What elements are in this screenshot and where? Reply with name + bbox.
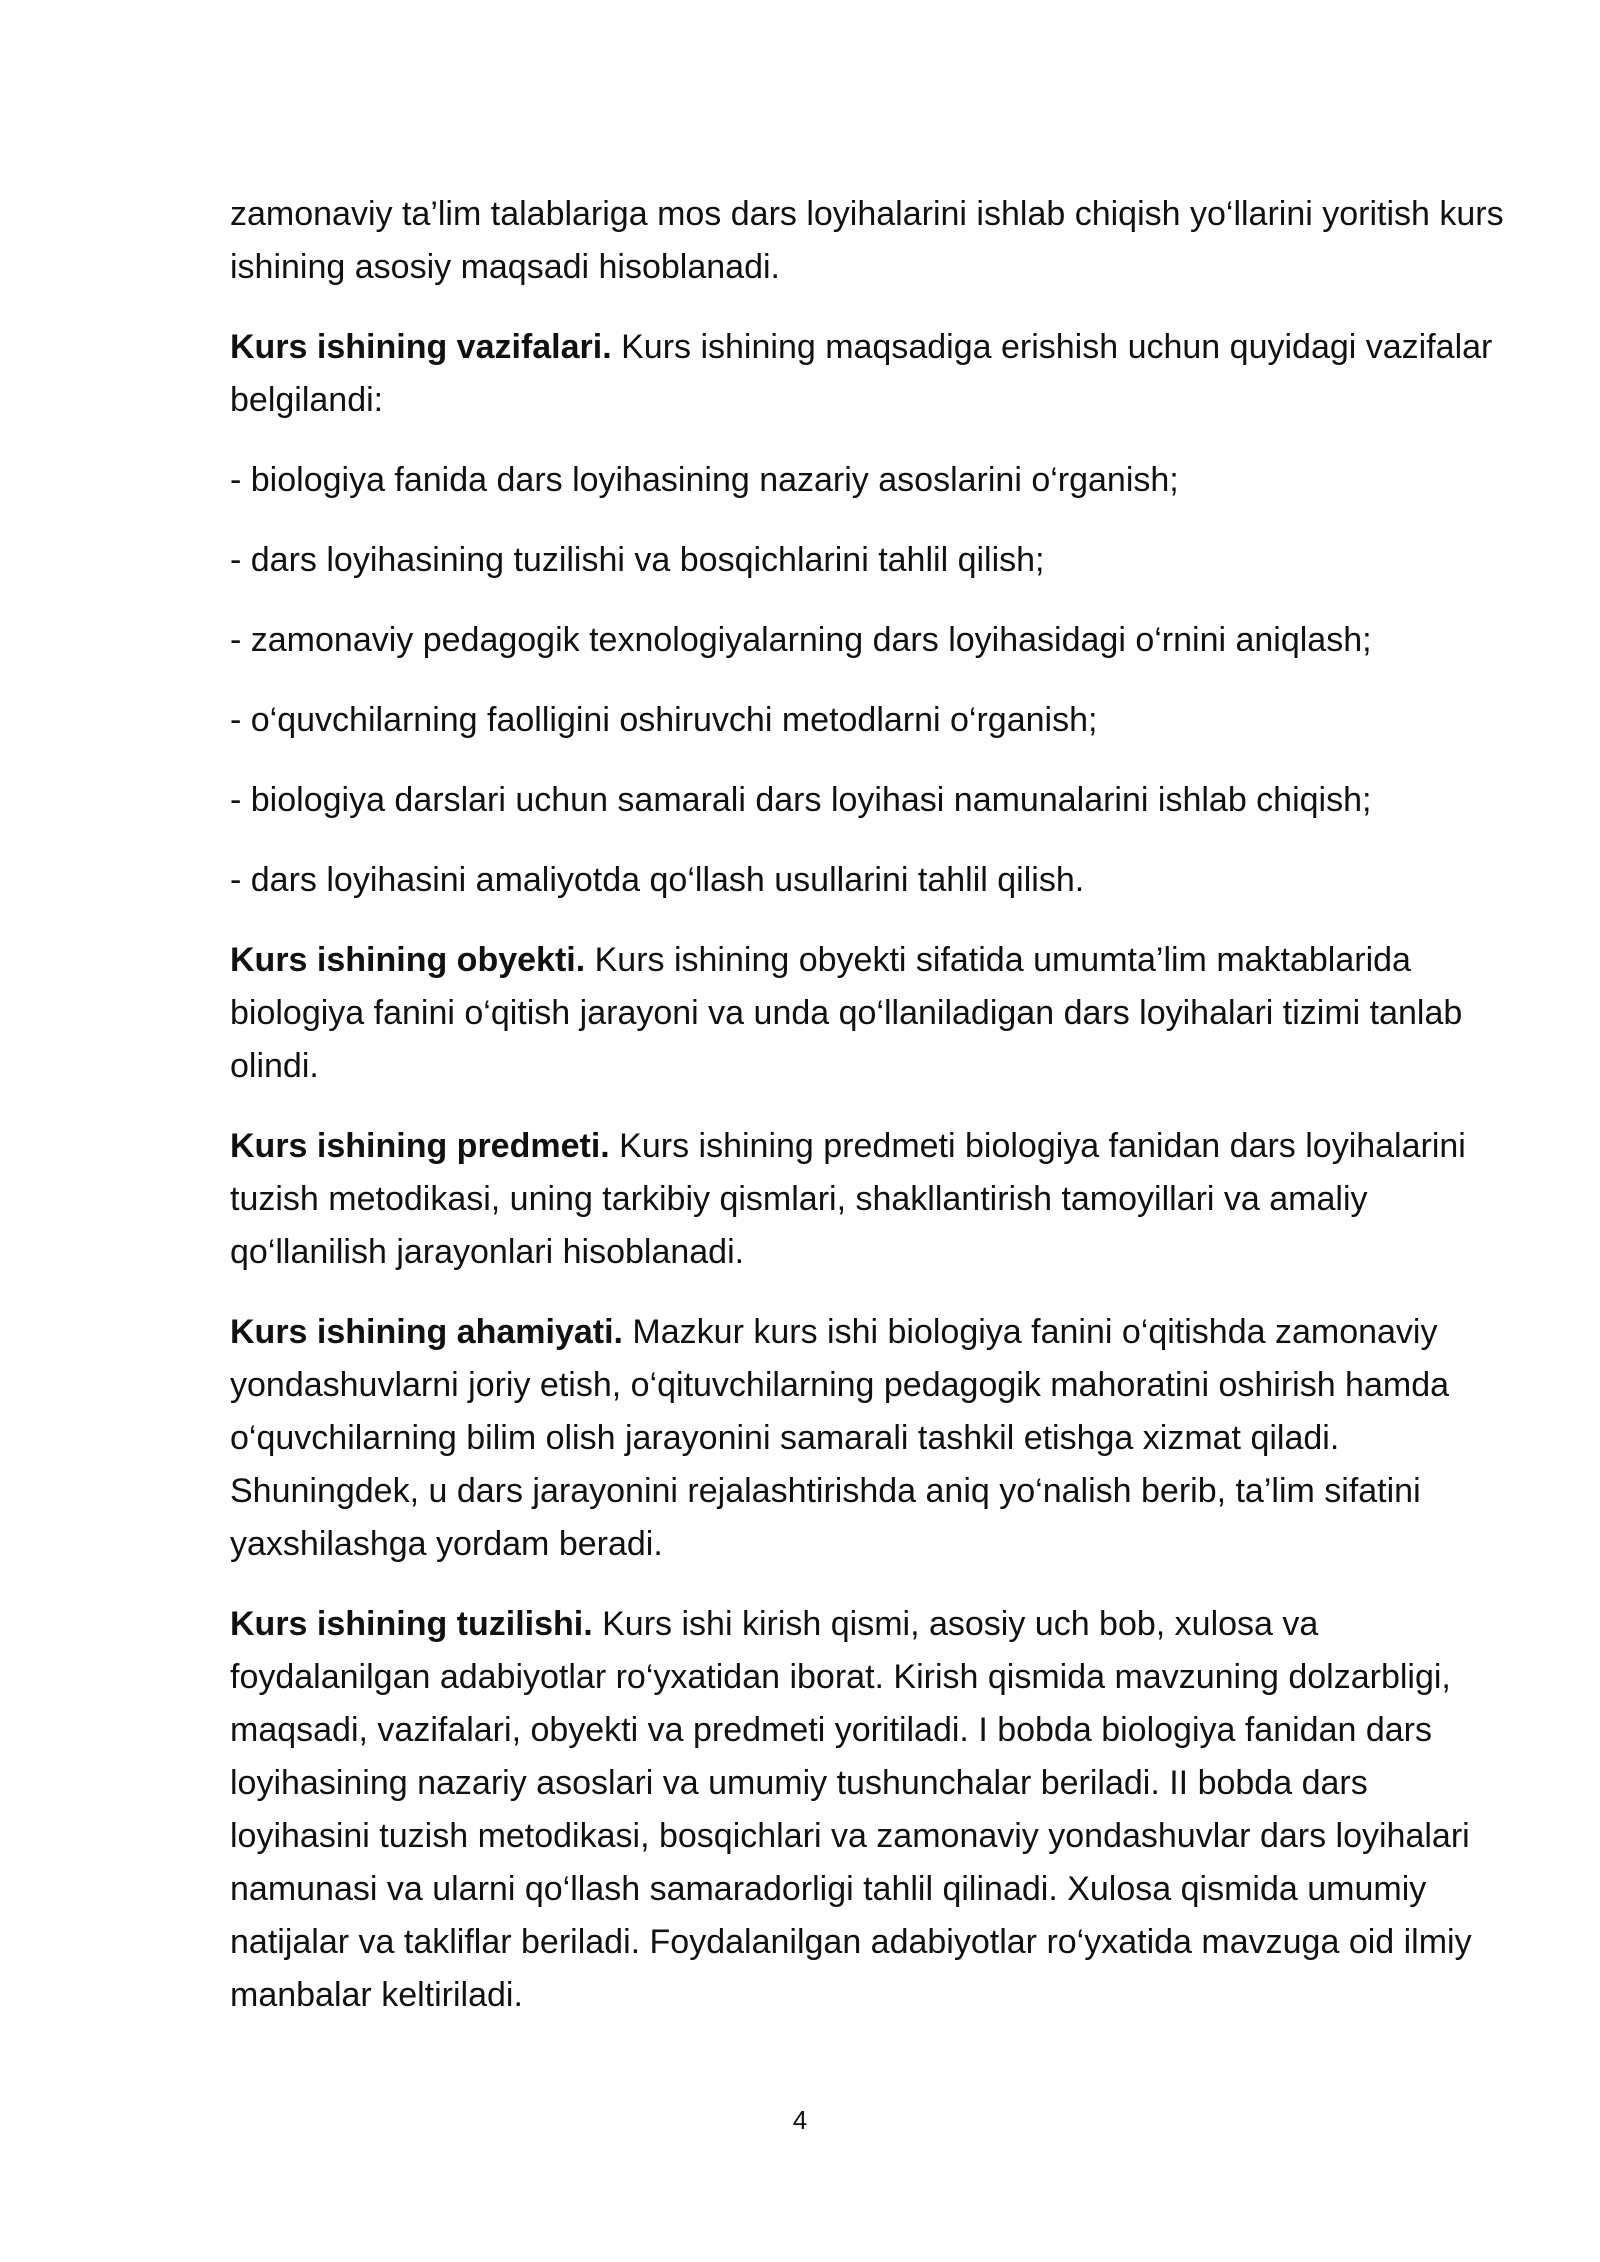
tasks-heading: Kurs ishining vazifalari. — [230, 328, 612, 366]
task-item: - dars loyihasining tuzilishi va bosqichlarini tahlil qilish; — [230, 541, 1045, 579]
object-paragraph — [230, 934, 1516, 1093]
page-body — [230, 188, 1516, 2022]
task-item: - zamonaviy pedagogik texnologiyalarning dars loyihasidagi o‘rnini aniqlash; — [230, 621, 1372, 659]
object-heading: Kurs ishining obyekti. — [230, 941, 586, 979]
structure-heading: Kurs ishining tuzilishi. — [230, 1605, 593, 1643]
intro-paragraph: zamonaviy ta’lim talablariga mos dars loyihalarini ishlab chiqish yo‘llarini yoritish kurs ishining asosiy maqsadi hisoblanadi. — [230, 195, 1504, 286]
object-text: Kurs ishining obyekti sifatida umumta’lim maktablarida biologiya fanini o‘qitish jarayoni va unda qo‘llaniladigan dars loyihalari tizimi tanlab olindi. — [230, 941, 1463, 1085]
subject-heading: Kurs ishining predmeti. — [230, 1127, 610, 1165]
subject-paragraph — [230, 1120, 1516, 1279]
subject-text: Kurs ishining predmeti biologiya fanidan dars loyihalarini tuzish metodikasi, uning tarkibiy qismlari, shakllantirish tamoyillari va amaliy qo‘llanilish jarayonlari hisoblanadi. — [230, 1127, 1466, 1271]
importance-heading: Kurs ishining ahamiyati. — [230, 1313, 623, 1351]
task-item: - biologiya fanida dars loyihasining nazariy asoslarini o‘rganish; — [230, 461, 1179, 499]
task-item: - dars loyihasini amaliyotda qo‘llash usullarini tahlil qilish. — [230, 861, 1085, 899]
structure-text: Kurs ishi kirish qismi, asosiy uch bob, xulosa va foydalanilgan adabiyotlar ro‘yxatidan iborat. Kirish qismida mavzuning dolzarbligi, maqsadi, vazifalari, obyekti va predmeti yoritiladi. I bobda biologiya fanidan dars loyihasining nazariy asoslari va umumiy tushunchalar beriladi. II bobda dars loyihasini tuzish metodikasi, bosqichlari va zamonaviy yondashuvlar dars loyihalari namunasi va ularni qo‘llash samaradorligi tahlil qilinadi. Xulosa qismida umumiy natijalar va takliflar beriladi. Foydalanilgan adabiyotlar ro‘yxatida mavzuga oid ilmiy manbalar keltiriladi. — [230, 1605, 1472, 2014]
structure-paragraph — [230, 1598, 1516, 2022]
tasks-text: Kurs ishining maqsadiga erishish uchun quyidagi vazifalar belgilandi: — [230, 328, 1493, 419]
importance-text: Mazkur kurs ishi biologiya fanini o‘qitishda zamonaviy yondashuvlarni joriy etish, o‘qituvchilarning pedagogik mahoratini oshirish hamda o‘quvchilarning bilim olish jarayonini samarali tashkil etishga xizmat qiladi. Shuningdek, u dars jarayonini rejalashtirishda aniq yo‘nalish berib, ta’lim sifatini yaxshilashga yordam beradi. — [230, 1313, 1450, 1563]
task-item: - o‘quvchilarning faolligini oshiruvchi metodlarni o‘rganish; — [230, 701, 1098, 739]
importance-paragraph — [230, 1306, 1516, 1571]
task-item: - biologiya darslari uchun samarali dars loyihasi namunalarini ishlab chiqish; — [230, 781, 1372, 819]
page-number: 4 — [792, 2105, 808, 2135]
tasks-paragraph — [230, 321, 1516, 427]
